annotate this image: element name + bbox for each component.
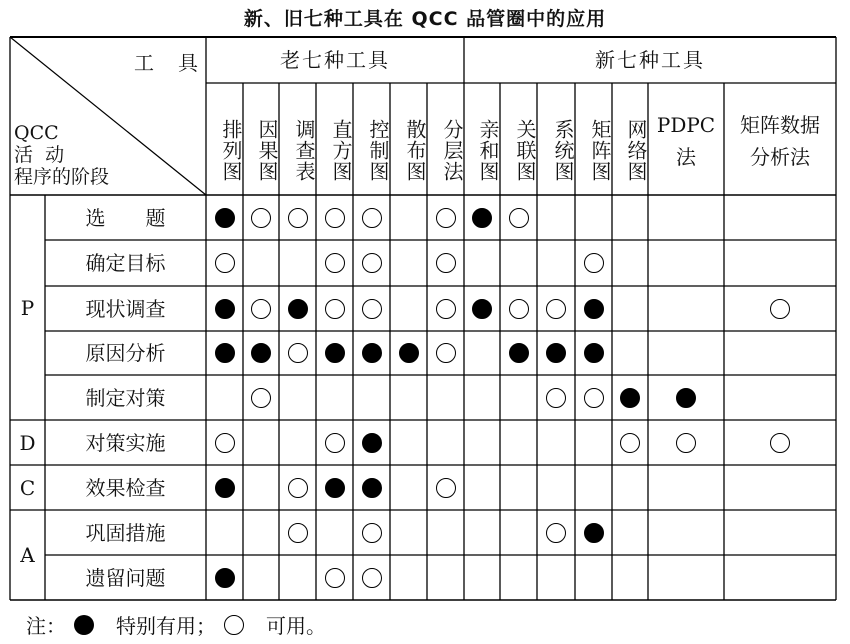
open-circle-icon	[288, 523, 308, 543]
filled-circle-icon	[215, 568, 235, 588]
legend-prefix: 注：	[26, 614, 66, 638]
filled-circle-icon	[509, 343, 529, 363]
open-circle-icon	[325, 208, 345, 228]
phase-label: A	[20, 543, 35, 567]
open-circle-icon	[436, 253, 456, 273]
filled-circle-icon	[584, 523, 604, 543]
column-header: 矩阵数据 分析法	[740, 113, 820, 169]
open-circle-icon	[325, 433, 345, 453]
column-header: PDPC 法	[656, 113, 716, 169]
column-header: 网络图	[624, 118, 648, 182]
filled-circle-icon	[325, 343, 345, 363]
filled-circle-icon	[215, 478, 235, 498]
open-circle-icon	[620, 433, 640, 453]
open-circle-icon	[436, 208, 456, 228]
column-header: 关联图	[513, 118, 537, 182]
open-circle-icon	[546, 523, 566, 543]
stage-label: 遗留问题	[85, 565, 166, 590]
column-header: 直方图	[329, 118, 353, 182]
column-header: 排列图	[219, 118, 243, 182]
legend	[26, 610, 326, 639]
phase-label: C	[19, 475, 36, 500]
stage-label: 原因分析	[85, 341, 166, 365]
stage-label: 巩固措施	[85, 520, 166, 545]
stage-label: 确定目标	[85, 251, 166, 275]
open-circle-icon	[362, 208, 382, 228]
stage-label: 对策实施	[85, 430, 166, 455]
open-circle-icon	[546, 388, 566, 408]
filled-circle-icon	[325, 478, 345, 498]
legend-open-label: 可用。	[266, 614, 326, 638]
open-circle-icon	[546, 299, 566, 319]
filled-circle-icon	[472, 208, 492, 228]
group-header-old: 老七种工具	[280, 48, 390, 72]
open-circle-icon	[215, 433, 235, 453]
open-circle-icon	[770, 433, 790, 453]
open-circle-icon	[436, 478, 456, 498]
stage-label: 制定对策	[85, 385, 166, 410]
open-circle-icon	[509, 299, 529, 319]
filled-circle-icon	[472, 299, 492, 319]
column-header: 矩阵图	[588, 118, 612, 182]
phase-label: D	[19, 430, 36, 455]
filled-circle-icon	[215, 343, 235, 363]
column-header: 因果图	[255, 118, 279, 182]
filled-circle-icon	[362, 433, 382, 453]
stage-label: 选 题	[85, 205, 166, 230]
filled-circle-icon	[251, 343, 271, 363]
filled-circle-icon	[584, 299, 604, 319]
open-circle-icon	[509, 208, 529, 228]
phase-label: P	[20, 295, 35, 320]
column-header: 调查表	[292, 118, 316, 182]
open-circle-icon	[362, 253, 382, 273]
open-circle-icon	[251, 299, 271, 319]
open-circle-icon	[584, 388, 604, 408]
table-title: 新、旧七种工具在 QCC 品管圈中的应用	[243, 8, 607, 30]
filled-circle-icon	[362, 478, 382, 498]
open-circle-icon	[325, 253, 345, 273]
open-circle-icon	[584, 253, 604, 273]
open-circle-icon	[251, 208, 271, 228]
corner-tools-label: 工 具	[134, 51, 200, 75]
filled-circle-icon	[399, 343, 419, 363]
filled-circle-icon	[74, 615, 94, 635]
filled-circle-icon	[215, 299, 235, 319]
filled-circle-icon	[620, 388, 640, 408]
open-circle-icon	[251, 388, 271, 408]
filled-circle-icon	[546, 343, 566, 363]
legend-full-label: 特别有用；	[116, 614, 216, 638]
column-header: 控制图	[366, 118, 390, 182]
filled-circle-icon	[215, 208, 235, 228]
column-header: 分层法	[440, 118, 464, 182]
open-circle-icon	[224, 615, 244, 635]
open-circle-icon	[325, 568, 345, 588]
open-circle-icon	[362, 299, 382, 319]
column-header: 散布图	[403, 118, 427, 182]
open-circle-icon	[436, 343, 456, 363]
open-circle-icon	[288, 208, 308, 228]
filled-circle-icon	[584, 343, 604, 363]
open-circle-icon	[362, 523, 382, 543]
open-circle-icon	[436, 299, 456, 319]
open-circle-icon	[770, 299, 790, 319]
filled-circle-icon	[288, 299, 308, 319]
group-header-new: 新七种工具	[595, 48, 705, 72]
open-circle-icon	[362, 568, 382, 588]
column-header: 亲和图	[476, 118, 500, 182]
open-circle-icon	[288, 343, 308, 363]
open-circle-icon	[215, 253, 235, 273]
open-circle-icon	[288, 478, 308, 498]
column-header: 系统图	[551, 118, 575, 182]
open-circle-icon	[676, 433, 696, 453]
stage-label: 现状调查	[85, 296, 166, 321]
corner-phase-label: QCC 活 动 程序的阶段	[14, 122, 110, 188]
filled-circle-icon	[676, 388, 696, 408]
stage-label: 效果检查	[85, 475, 166, 500]
open-circle-icon	[325, 299, 345, 319]
filled-circle-icon	[362, 343, 382, 363]
